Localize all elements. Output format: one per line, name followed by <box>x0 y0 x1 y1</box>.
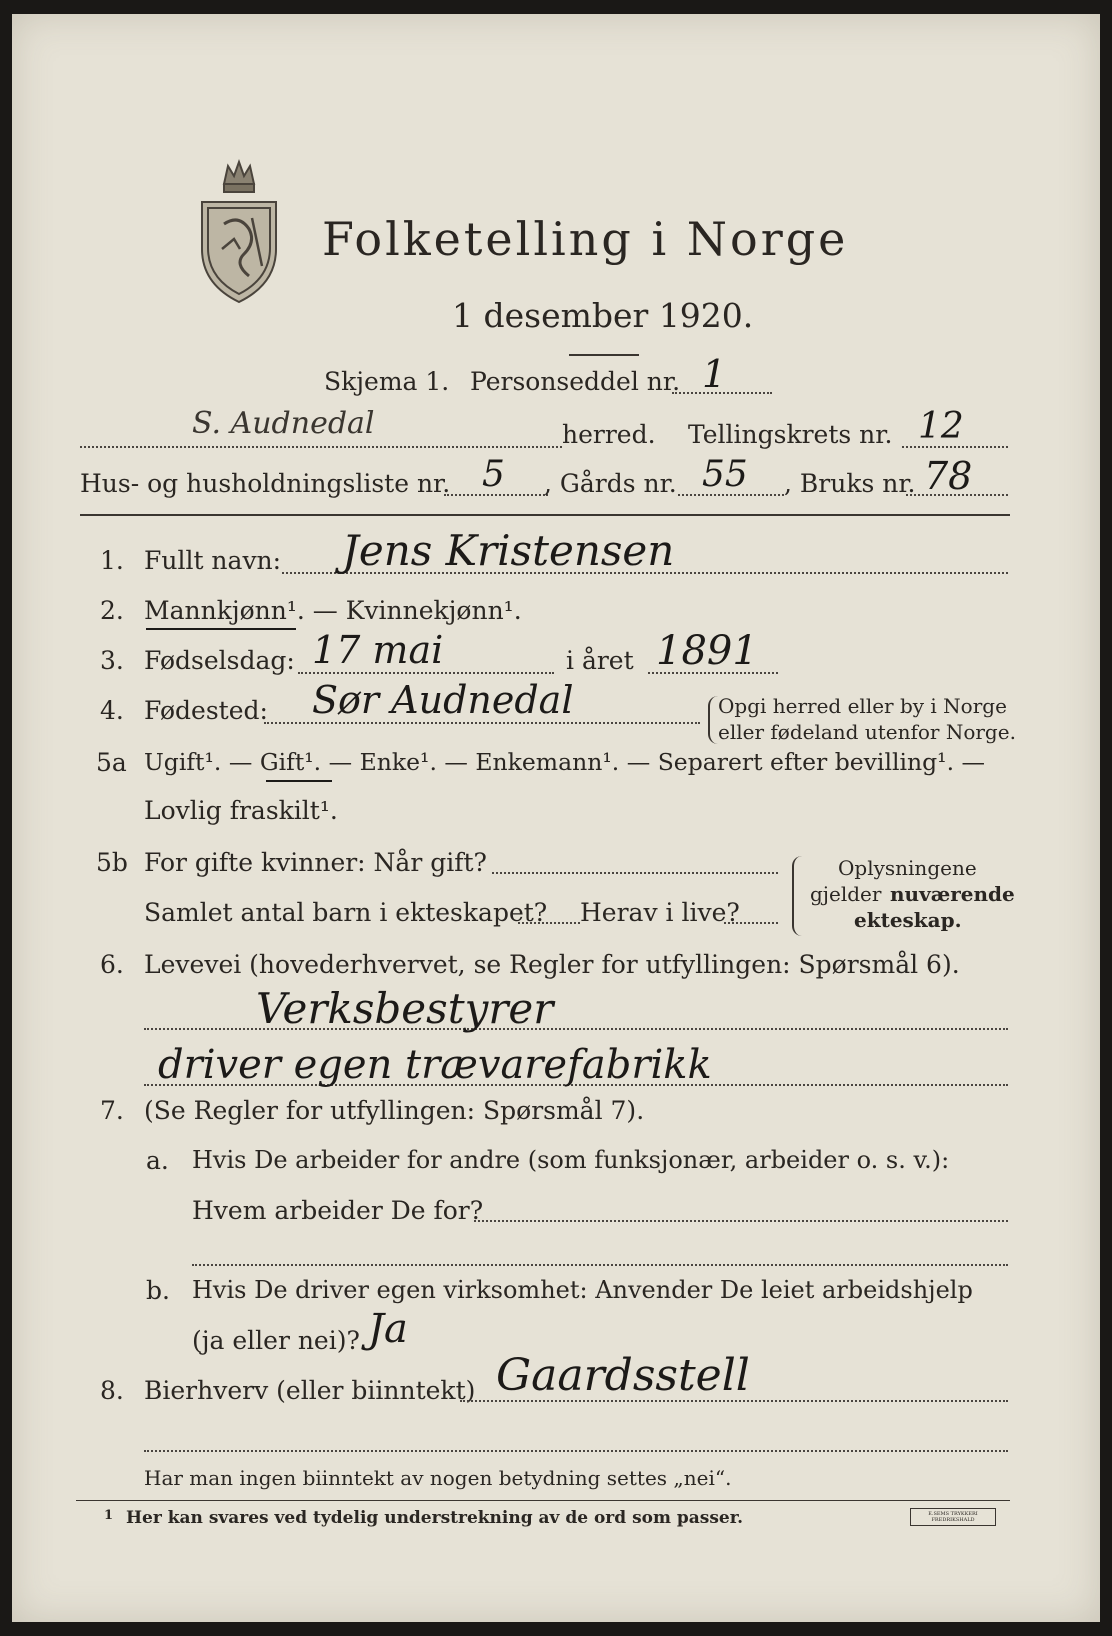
herred-field-line <box>80 446 562 448</box>
q7b-value: Ja <box>368 1306 408 1352</box>
q2-sex-options: Mannkjønn¹. — Kvinnekjønn¹. <box>144 596 522 625</box>
footer-divider <box>76 1500 1010 1501</box>
q4-field-line <box>264 722 700 724</box>
q4-birthplace-value: Sør Audnedal <box>312 678 574 722</box>
q2-number: 2. <box>100 596 124 625</box>
schema-label: Skjema 1. <box>324 367 450 396</box>
tellingskrets-label: Tellingskrets nr. <box>688 420 893 449</box>
q5b-children-field-line <box>518 922 580 924</box>
q5b-note-line1: Oplysningene <box>838 856 977 880</box>
q8-field-line-2 <box>144 1450 1008 1452</box>
q5a-marital-options: Ugift¹. — Gift¹. — Enke¹. — Enkemann¹. — Separert efter bevilling¹. — <box>144 748 986 776</box>
husliste-value: 5 <box>482 454 505 495</box>
form-date: 1 desember 1920. <box>452 296 754 335</box>
q5b-note-line2b: nuværende <box>890 882 1015 906</box>
q5b-alive-field-line <box>724 922 778 924</box>
q3-number: 3. <box>100 646 124 675</box>
bruks-label: , Bruks nr. <box>784 469 916 498</box>
q8-side-income-value: Gaardsstell <box>496 1350 750 1401</box>
gards-label: , Gårds nr. <box>544 469 677 498</box>
q6-label: Levevei (hovederhvervet, se Regler for utfyllingen: Spørsmål 6). <box>144 950 960 979</box>
q5b-number: 5b <box>96 848 128 877</box>
gards-value: 55 <box>702 454 748 495</box>
q6-occupation-value-2: driver egen trævarefabrikk <box>158 1042 712 1088</box>
q4-label: Fødested: <box>144 696 268 725</box>
title-divider <box>569 354 639 356</box>
q7-label: (Se Regler for utfyllingen: Spørsmål 7). <box>144 1096 645 1125</box>
q4-note-line1: Opgi herred eller by i Norge <box>718 694 1007 718</box>
footnote-text: Her kan svares ved tydelig understrekning av de ord som passer. <box>126 1508 744 1528</box>
q3-year-label: i året <box>566 646 634 675</box>
personseddel-label: Personseddel nr. <box>470 367 681 396</box>
q5b-note-line2a: gjelder <box>810 882 882 906</box>
herred-label: herred. <box>562 420 656 449</box>
q8-number: 8. <box>100 1376 124 1405</box>
q5b-married-field-line <box>492 872 778 874</box>
q4-note-line2: eller fødeland utenfor Norge. <box>718 720 1016 744</box>
q5b-line1: For gifte kvinner: Når gift? <box>144 848 487 877</box>
q7a-field-line-1 <box>474 1220 1008 1222</box>
personseddel-value: 1 <box>702 352 727 396</box>
footnote-mark: 1 <box>104 1508 114 1523</box>
q7a-letter: a. <box>146 1146 169 1175</box>
q3-birthday-value: 17 mai <box>312 628 444 672</box>
q5b-note-line3: ekteskap. <box>854 908 962 932</box>
herred-value: S. Audnedal <box>192 406 375 441</box>
q3-day-field-line <box>298 672 554 674</box>
q8-label: Bierhverv (eller biinntekt) <box>144 1376 476 1405</box>
footer-note: Har man ingen biinntekt av nogen betydning settes „nei“. <box>144 1466 732 1490</box>
tellingskrets-value: 12 <box>918 406 964 447</box>
q7b-line2: (ja eller nei)? <box>192 1326 360 1355</box>
q3-label: Fødselsdag: <box>144 646 295 675</box>
q7a-line2: Hvem arbeider De for? <box>192 1196 484 1225</box>
q4-note-brace <box>708 696 718 744</box>
q5a-underline-gift <box>266 780 332 782</box>
q7-number: 7. <box>100 1096 124 1125</box>
q5a-number: 5a <box>96 748 127 777</box>
q2-underline-mannkjonn <box>146 628 296 630</box>
q7b-line1: Hvis De driver egen virksomhet: Anvender De leiet arbeidshjelp <box>192 1276 973 1304</box>
q1-number: 1. <box>100 546 124 575</box>
q7a-line1: Hvis De arbeider for andre (som funksjonær, arbeider o. s. v.): <box>192 1146 950 1174</box>
q4-number: 4. <box>100 696 124 725</box>
q1-full-name-value: Jens Kristensen <box>342 526 675 575</box>
coat-of-arms-emblem <box>194 154 284 308</box>
husliste-label: Hus- og husholdningsliste nr. <box>80 469 451 498</box>
printer-stamp: E.SEMS TRYKKERI FREDRIKSHALD <box>910 1508 996 1526</box>
bruks-value: 78 <box>924 454 973 498</box>
q6-occupation-value: Verksbestyrer <box>256 984 554 1033</box>
form-title: Folketelling i Norge <box>322 212 849 266</box>
q5a-line2: Lovlig fraskilt¹. <box>144 796 338 825</box>
q6-number: 6. <box>100 950 124 979</box>
header-divider <box>80 514 1010 516</box>
q5b-note-brace <box>792 856 804 936</box>
q3-year-value: 1891 <box>656 628 758 674</box>
q5b-children-label: Samlet antal barn i ekteskapet? <box>144 898 548 927</box>
q7a-field-line-2 <box>192 1264 1008 1266</box>
q5b-alive-label: Herav i live? <box>580 898 740 927</box>
census-form-page <box>12 14 1100 1622</box>
q1-label: Fullt navn: <box>144 546 282 575</box>
q7b-letter: b. <box>146 1276 170 1305</box>
